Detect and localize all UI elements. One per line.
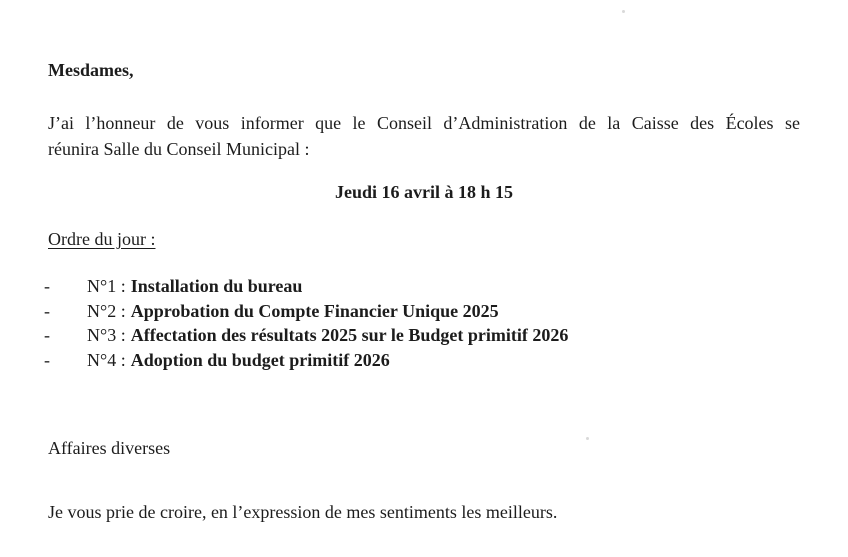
agenda-item-number: N°1 : — [87, 276, 126, 296]
intro-line-1: J’ai l’honneur de vous informer que le Conseil d’Administration de la Caisse des Écoles se — [48, 113, 800, 133]
intro-line-2: réunira Salle du Conseil Municipal : — [48, 139, 310, 159]
agenda-item-bullet: - — [44, 300, 50, 321]
agenda-item — [44, 274, 800, 299]
agenda-list — [44, 274, 800, 372]
agenda-item-bullet: - — [44, 325, 50, 346]
scan-artifact-speck — [586, 437, 589, 440]
agenda-item-number: N°3 : — [87, 325, 126, 346]
agenda-item-bullet: - — [44, 349, 50, 370]
agenda-item — [44, 323, 800, 348]
agenda-title: Ordre du jour : — [48, 229, 156, 249]
agenda-item-label: Adoption du budget primitif 2026 — [130, 349, 390, 370]
scan-artifact-speck — [622, 10, 625, 13]
agenda-item-label: Affectation des résultats 2025 sur le Budget primitif 2026 — [130, 325, 569, 346]
misc-heading: Affaires diverses — [48, 438, 171, 459]
agenda-item-label: Installation du bureau — [130, 276, 303, 296]
agenda-item-number: N°2 : — [87, 300, 126, 321]
closing-line: Je vous prie de croire, en l’expression de mes sentiments les meilleurs. — [48, 502, 558, 523]
agenda-item — [44, 299, 800, 324]
agenda-item-label: Approbation du Compte Financier Unique 2025 — [130, 300, 499, 321]
agenda-item-number: N°4 : — [87, 349, 126, 370]
meeting-datetime: Jeudi 16 avril à 18 h 15 — [334, 182, 513, 202]
intro-paragraph — [48, 110, 800, 162]
agenda-item-bullet: - — [44, 276, 50, 296]
agenda-item — [44, 348, 800, 373]
salutation: Mesdames, — [48, 60, 134, 80]
